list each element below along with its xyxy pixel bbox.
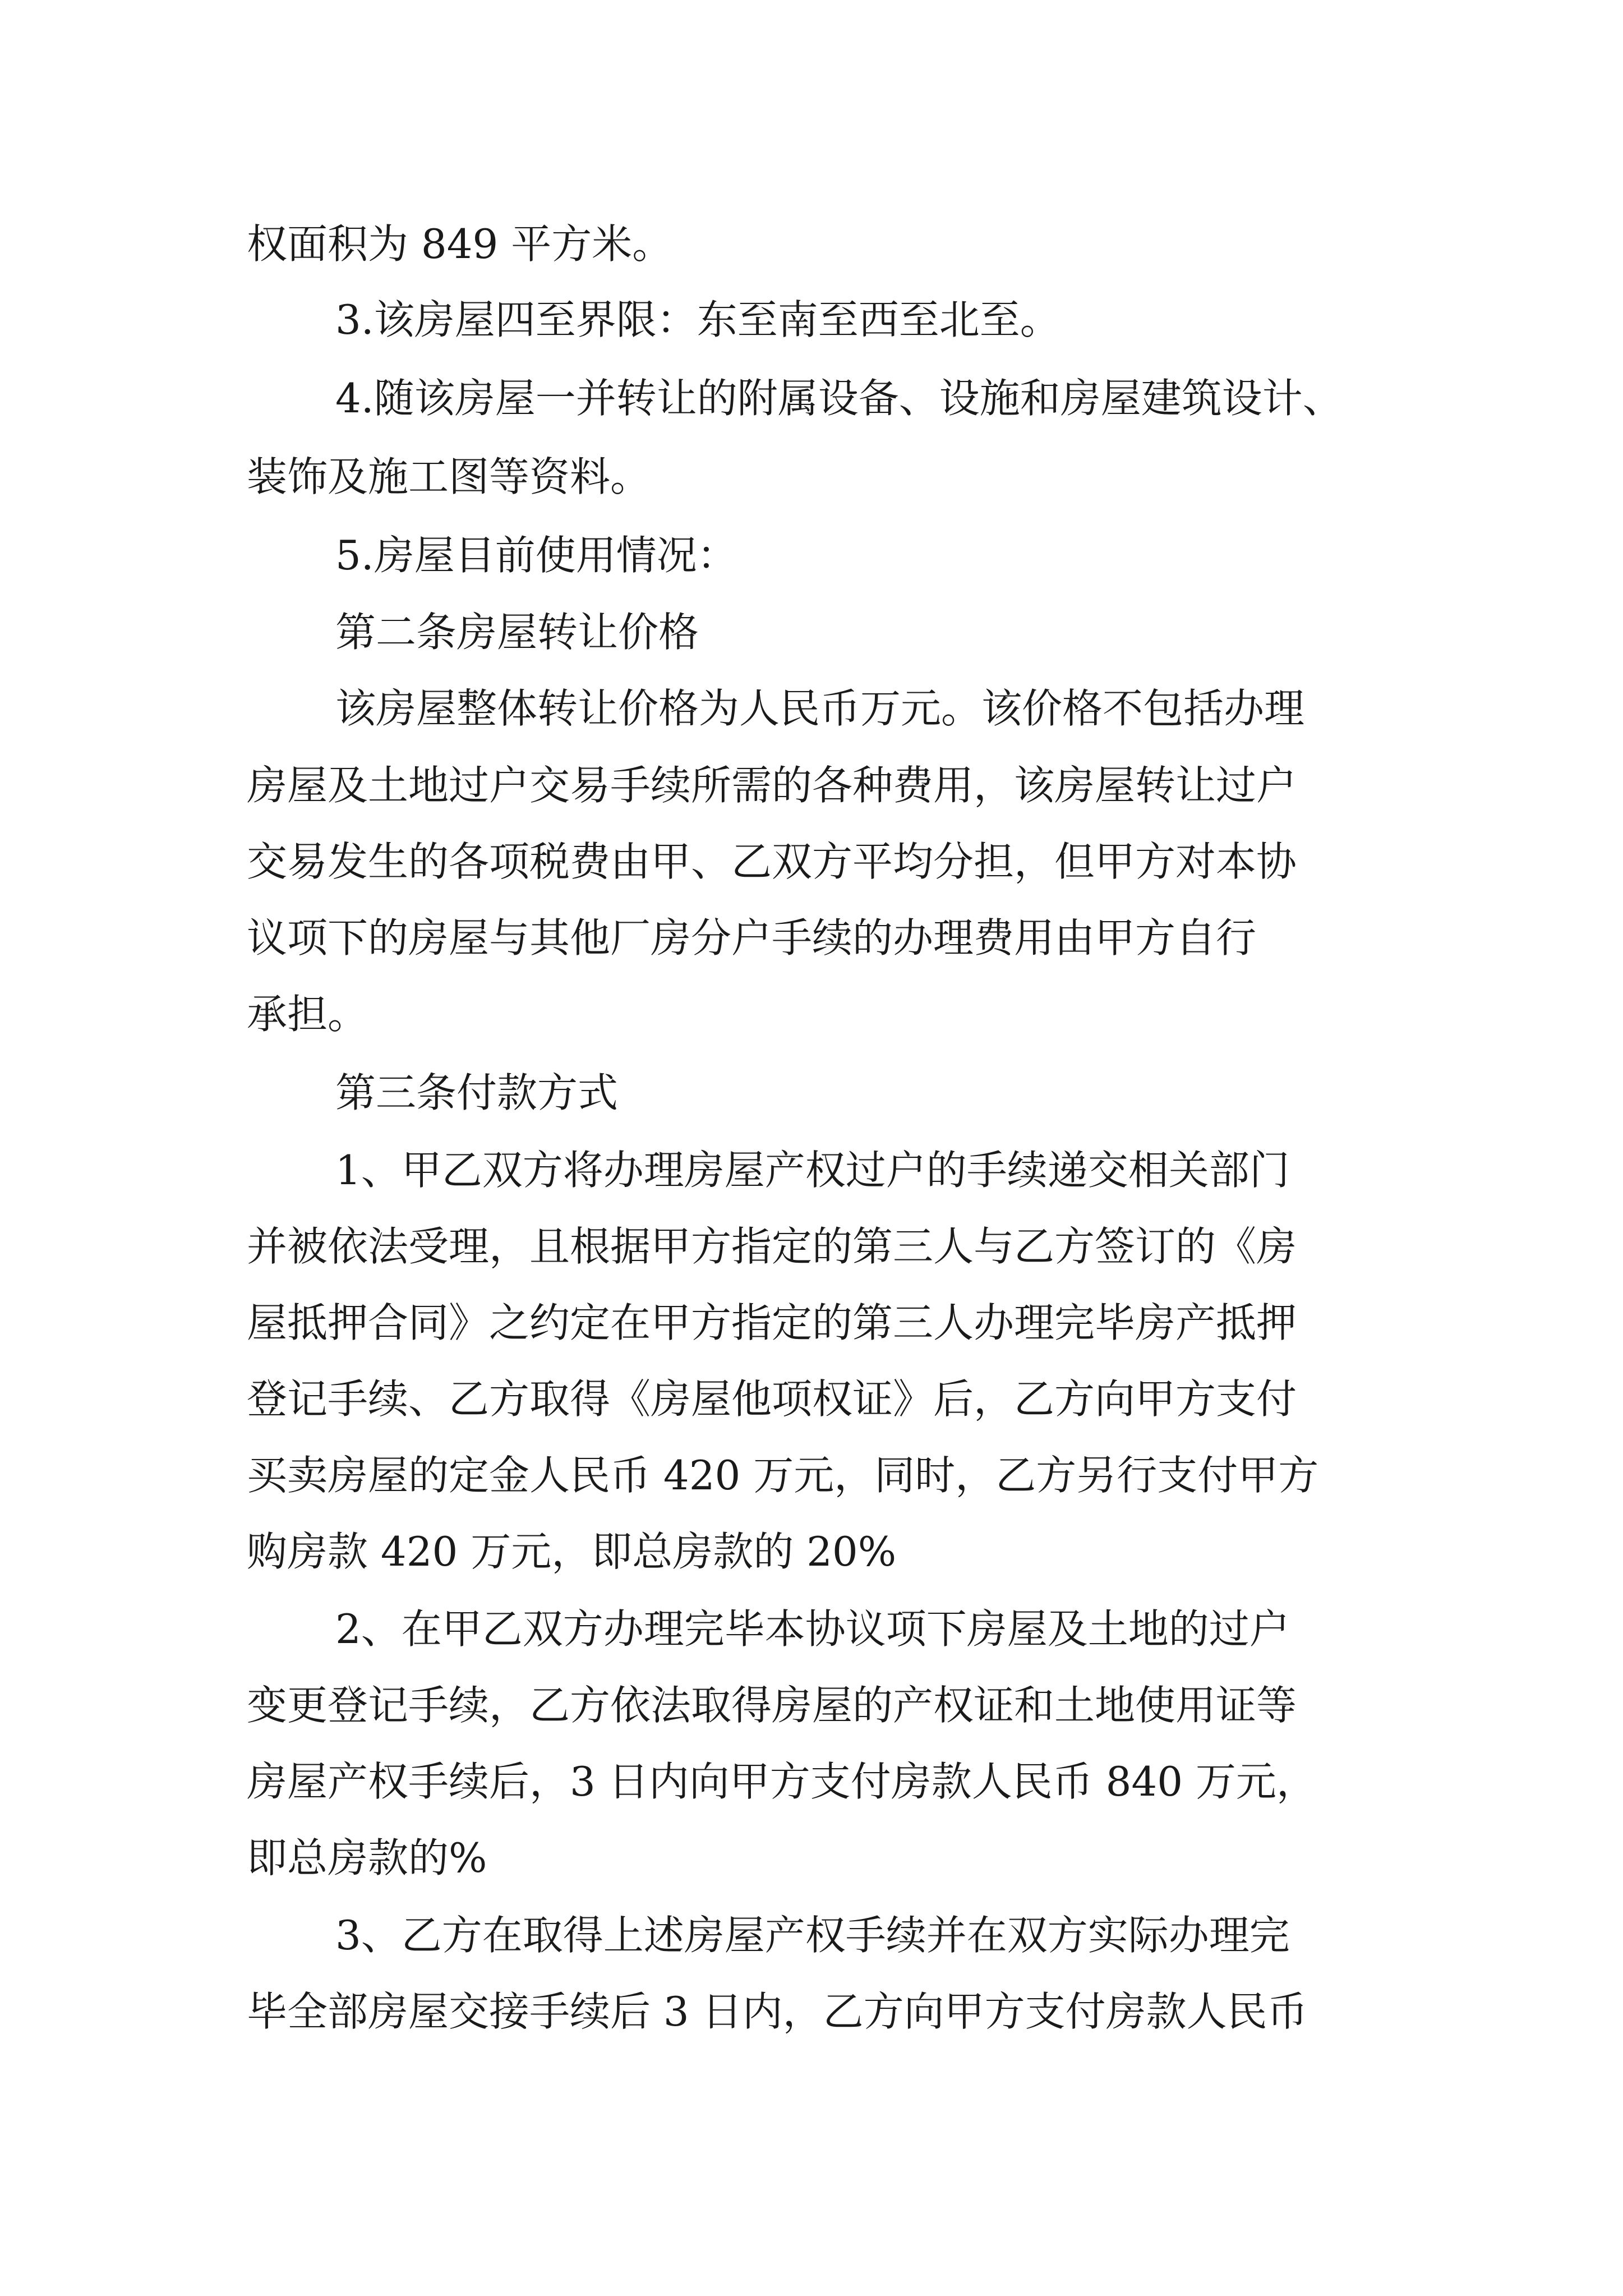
- text-line: 权面积为 849 平方米。: [247, 220, 673, 268]
- section-heading: 第二条房屋转让价格: [335, 609, 699, 656]
- text-line: 5.房屋目前使用情况：: [335, 532, 737, 579]
- text-line: 4.随该房屋一并转让的附属设备、设施和房屋建筑设计、: [335, 375, 1343, 422]
- text-line: 并被依法受理，且根据甲方指定的第三人与乙方签订的《房: [247, 1223, 1297, 1270]
- text-line: 变更登记手续，乙方依法取得房屋的产权证和土地使用证等: [247, 1682, 1297, 1729]
- text-line: 2、在甲乙双方办理完毕本协议项下房屋及土地的过户: [335, 1605, 1290, 1653]
- text-line: 装饰及施工图等资料。: [247, 453, 651, 500]
- text-line: 3、乙方在取得上述房屋产权手续并在双方实际办理完: [335, 1912, 1290, 1959]
- text-line: 购房款 420 万元，即总房款的 20%: [247, 1528, 897, 1575]
- text-line: 3.该房屋四至界限：东至南至西至北至。: [335, 296, 1061, 343]
- text-line: 1、甲乙双方将办理房屋产权过户的手续递交相关部门: [335, 1147, 1290, 1194]
- text-line: 交易发生的各项税费由甲、乙双方平均分担，但甲方对本协: [247, 838, 1297, 885]
- text-line: 买卖房屋的定金人民币 420 万元，同时，乙方另行支付甲方: [247, 1452, 1319, 1499]
- text-line: 该房屋整体转让价格为人民币万元。该价格不包括办理: [335, 685, 1305, 732]
- text-line: 即总房款的%: [247, 1834, 487, 1881]
- text-line: 毕全部房屋交接手续后 3 日内，乙方向甲方支付房款人民币: [247, 1988, 1308, 2035]
- text-line: 屋抵押合同》之约定在甲方指定的第三人办理完毕房产抵押: [247, 1299, 1297, 1346]
- text-line: 承担。: [247, 991, 368, 1038]
- text-line: 房屋及土地过户交易手续所需的各种费用，该房屋转让过户: [247, 762, 1297, 809]
- text-line: 房屋产权手续后，3 日内向甲方支付房款人民币 840 万元，: [247, 1758, 1317, 1805]
- text-line: 议项下的房屋与其他厂房分户手续的办理费用由甲方自行: [247, 914, 1257, 961]
- section-heading: 第三条付款方式: [335, 1069, 619, 1116]
- text-line: 登记手续、乙方取得《房屋他项权证》后，乙方向甲方支付: [247, 1375, 1297, 1423]
